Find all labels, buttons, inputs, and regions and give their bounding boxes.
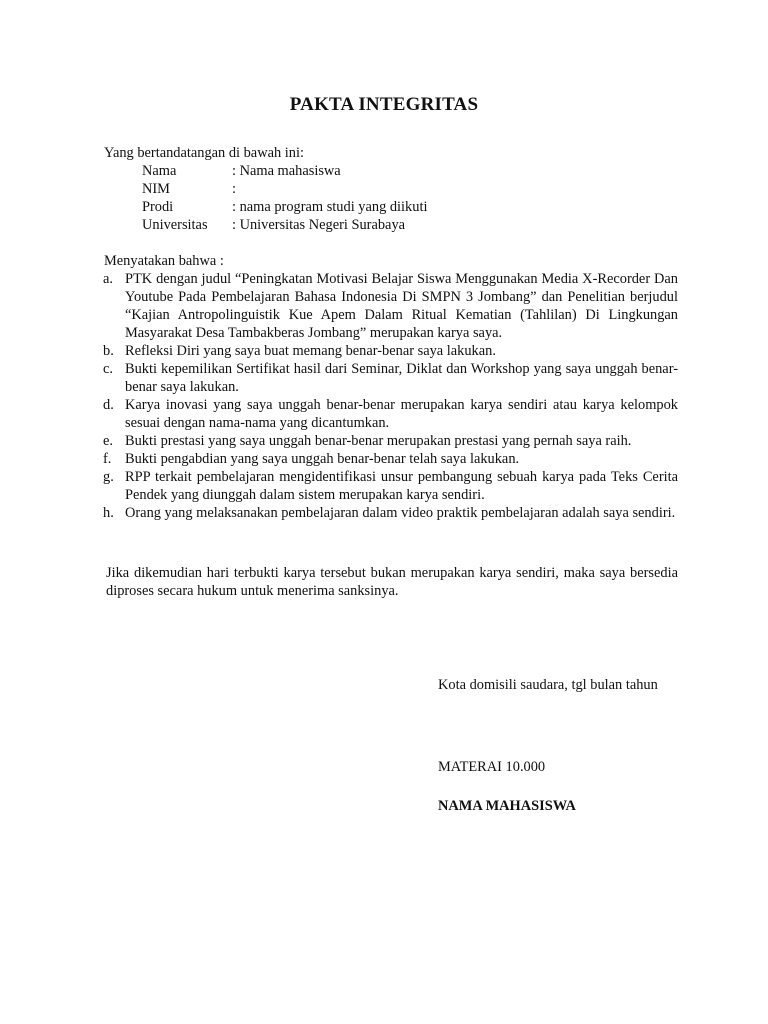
list-text: RPP terkait pembelajaran mengidentifikasi unsur pembangung sebuah karya pada Teks Cerita Pendek yang diunggah dalam sistem merupakan karya sendiri. bbox=[125, 469, 678, 503]
signer-name: NAMA MAHASISWA bbox=[438, 798, 576, 814]
place-date: Kota domisili saudara, tgl bulan tahun bbox=[438, 677, 658, 693]
identity-label: Nama bbox=[142, 163, 177, 179]
list-text: Bukti pengabdian yang saya unggah benar-benar telah saya lakukan. bbox=[125, 451, 520, 467]
list-item bbox=[103, 450, 678, 468]
list-item bbox=[103, 468, 678, 504]
list-marker: e. bbox=[103, 433, 113, 449]
list-text: Orang yang melaksanakan pembelajaran dalam video praktik pembelajaran adalah saya sendiri. bbox=[125, 505, 676, 521]
list-text: Refleksi Diri yang saya buat memang benar-benar saya lakukan. bbox=[125, 343, 496, 359]
document-title: PAKTA INTEGRITAS bbox=[289, 94, 479, 115]
list-marker: h. bbox=[103, 505, 114, 521]
list-marker: b. bbox=[103, 343, 114, 359]
identity-label: Universitas bbox=[142, 217, 208, 233]
identity-row-nim bbox=[142, 180, 427, 198]
list-item bbox=[103, 432, 678, 450]
identity-value: : bbox=[232, 181, 236, 197]
identity-label: NIM bbox=[142, 181, 170, 197]
statement-list bbox=[103, 270, 678, 522]
identity-row-universitas bbox=[142, 216, 427, 234]
list-item bbox=[103, 270, 678, 342]
list-text: Bukti kepemilikan Sertifikat hasil dari Seminar, Diklat dan Workshop yang saya unggah benar-benar saya lakukan. bbox=[125, 361, 678, 395]
list-text: Karya inovasi yang saya unggah benar-benar merupakan karya sendiri atau karya kelompok sesuai dengan nama-nama yang dicantumkan. bbox=[125, 397, 678, 431]
statement-intro: Menyatakan bahwa : bbox=[104, 253, 224, 269]
list-marker: g. bbox=[103, 469, 114, 485]
list-marker: d. bbox=[103, 397, 114, 413]
list-item bbox=[103, 396, 678, 432]
identity-value: : nama program studi yang diikuti bbox=[232, 199, 428, 215]
list-text: Bukti prestasi yang saya unggah benar-benar merupakan prestasi yang pernah saya raih. bbox=[125, 433, 632, 449]
identity-value: : Nama mahasiswa bbox=[232, 163, 341, 179]
identity-table bbox=[142, 162, 427, 234]
list-item bbox=[103, 342, 678, 360]
list-item bbox=[103, 504, 678, 522]
stamp-label: MATERAI 10.000 bbox=[438, 759, 546, 775]
list-text: PTK dengan judul “Peningkatan Motivasi Belajar Siswa Menggunakan Media X-Recorder Dan Youtube Pada Pembelajaran Bahasa Indonesia Di SMPN 3 Jombang” dan Penelitian berjudul “Kajian Antropolinguistik Kue Apem Dalam Ritual Kematian (Tahlilan) Di Lingkungan Masyarakat Desa Tambakberas Jombang” merupakan karya saya. bbox=[125, 271, 678, 341]
list-marker: f. bbox=[103, 451, 112, 467]
intro-text: Yang bertandatangan di bawah ini: bbox=[104, 145, 304, 161]
closing-paragraph: Jika dikemudian hari terbukti karya tersebut bukan merupakan karya sendiri, maka saya bersedia diproses secara hukum untuk menerima sanksinya. bbox=[106, 565, 678, 599]
identity-row-nama bbox=[142, 162, 427, 180]
list-marker: a. bbox=[103, 271, 113, 287]
identity-label: Prodi bbox=[142, 199, 174, 215]
list-marker: c. bbox=[103, 361, 113, 377]
list-item bbox=[103, 360, 678, 396]
identity-value: : Universitas Negeri Surabaya bbox=[232, 217, 406, 233]
identity-row-prodi bbox=[142, 198, 427, 216]
